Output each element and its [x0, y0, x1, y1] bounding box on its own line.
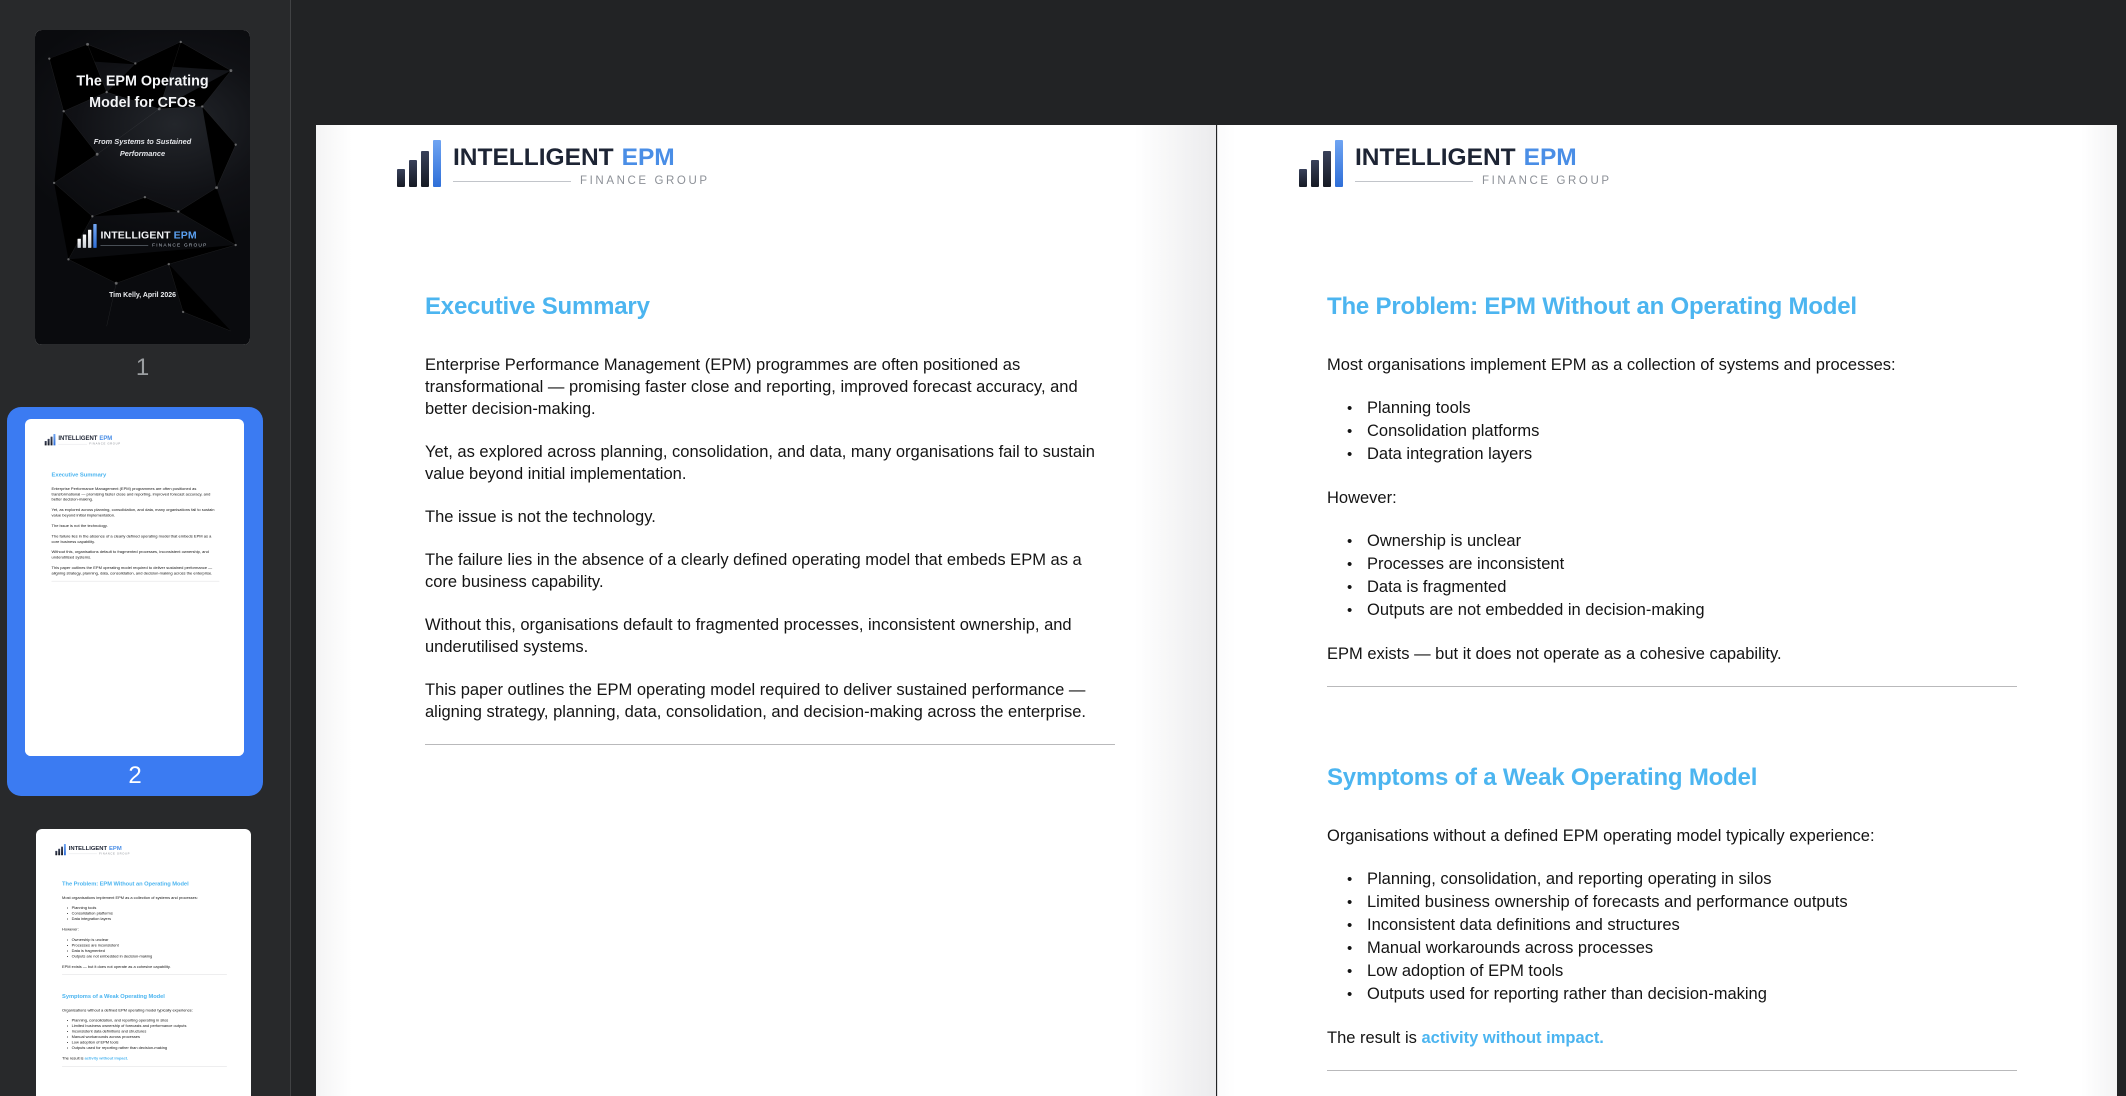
logo-tagline: FINANCE GROUP	[89, 442, 121, 446]
body-paragraph: Most organisations implement EPM as a collection of systems and processes:	[1327, 356, 1896, 374]
bullet-item: • Planning, consolidation, and reporting operating in silos	[1327, 868, 2017, 891]
cover-page	[35, 30, 250, 345]
intelligent-epm-logo	[1299, 140, 2118, 187]
logo-bar	[421, 151, 429, 187]
body-paragraph: However:	[62, 927, 79, 932]
intelligent-epm-logo	[397, 140, 1216, 187]
logo-bar	[64, 844, 66, 855]
bullet-item: • Processes are inconsistent	[1327, 553, 2017, 576]
bar-chart-icon	[397, 140, 441, 187]
logo-bar	[61, 847, 63, 856]
bullet-item: • Data is fragmented	[62, 948, 227, 953]
cover-page-thumbnail	[35, 30, 250, 345]
section-heading: The Problem: EPM Without an Operating Model	[62, 880, 189, 888]
section-heading: The Problem: EPM Without an Operating Model	[1327, 293, 1857, 320]
page-number-label-selected: 2	[128, 762, 142, 789]
bullet-list	[62, 1018, 227, 1051]
body-paragraph: Enterprise Performance Management (EPM) programmes are often positioned as transformational — promising faster close and reporting, improved forecast accuracy, and better decision-making.	[425, 356, 1078, 418]
section-heading: Symptoms of a Weak Operating Model	[1327, 764, 1758, 791]
logo-bar	[83, 234, 86, 247]
logo-product: EPM	[109, 844, 122, 852]
cover-byline: Tim Kelly, April 2026	[109, 290, 176, 299]
logo-bar	[397, 169, 405, 187]
bullet-item: • Manual workarounds across processes	[1327, 937, 2017, 960]
logo-bar	[1299, 169, 1307, 187]
logo-bar	[78, 239, 81, 248]
bar-chart-icon	[78, 224, 97, 248]
bar-chart-icon	[45, 434, 56, 445]
logo-bar	[1335, 140, 1343, 187]
section-heading: Executive Summary	[425, 293, 650, 320]
section-divider	[1327, 686, 2017, 687]
bullet-item: • Ownership is unclear	[62, 937, 227, 942]
body-paragraph: Yet, as explored across planning, consolidation, and data, many organisations fail to sustain value beyond initial implementation.	[425, 443, 1095, 483]
logo-tagline: FINANCE GROUP	[99, 852, 131, 856]
bullet-item: • Outputs used for reporting rather than decision-making	[62, 1045, 227, 1050]
logo-name: INTELLIGENT	[100, 229, 171, 241]
result-highlight: activity without impact.	[84, 1056, 129, 1061]
body-paragraph: EPM exists — but it does not operate as a cohesive capability.	[1327, 645, 1782, 663]
bullet-item: • Inconsistent data definitions and structures	[62, 1029, 227, 1034]
page-2-thumbnail	[25, 419, 244, 756]
intelligent-epm-logo	[55, 844, 251, 855]
cover-title	[35, 70, 250, 113]
thumbnail-page-1[interactable]	[35, 30, 250, 382]
bullet-list	[1327, 530, 2017, 622]
logo-bar	[88, 230, 91, 248]
logo-name: INTELLIGENT	[1355, 144, 1516, 171]
document-page-3	[1217, 125, 2117, 1096]
bullet-list	[62, 905, 227, 921]
body-paragraph	[1327, 1027, 2017, 1049]
cover-logo	[35, 224, 250, 248]
body-paragraph: Yet, as explored across planning, consolidation, and data, many organisations fail to sustain value beyond initial implementation.	[51, 507, 215, 518]
logo-product: EPM	[173, 229, 197, 241]
logo-divider-line	[453, 181, 571, 182]
section-divider	[425, 744, 1115, 745]
logo-tagline: FINANCE GROUP	[580, 175, 710, 187]
cover-subtitle-line1: From Systems to Sustained	[93, 137, 192, 146]
logo-product: EPM	[99, 434, 113, 442]
body-paragraph: Without this, organisations default to fragmented processes, inconsistent ownership, and underutilised systems.	[51, 549, 209, 560]
logo-bar	[1311, 160, 1319, 187]
logo-bar	[409, 160, 417, 187]
bullet-item: • Low adoption of EPM tools	[62, 1040, 227, 1045]
body-paragraph: Organisations without a defined EPM operating model typically experience:	[1327, 827, 1875, 845]
logo-bar	[1323, 151, 1331, 187]
bullet-item: • Manual workarounds across processes	[62, 1034, 227, 1039]
thumbnail-sidebar	[0, 0, 291, 1096]
bullet-item: • Low adoption of EPM tools	[1327, 960, 2017, 983]
logo-product: EPM	[621, 144, 675, 171]
bullet-item: • Limited business ownership of forecasts and performance outputs	[62, 1023, 227, 1028]
logo-bar	[433, 140, 441, 187]
body-paragraph: The issue is not the technology.	[425, 508, 656, 526]
body-paragraph: Organisations without a defined EPM operating model typically experience:	[62, 1008, 193, 1013]
page-number-label: 1	[135, 354, 150, 381]
body-paragraph: The issue is not the technology.	[51, 523, 108, 528]
logo-bar	[53, 434, 55, 445]
body-paragraph: Most organisations implement EPM as a collection of systems and processes:	[62, 895, 198, 900]
bullet-item: • Processes are inconsistent	[62, 943, 227, 948]
body-paragraph: EPM exists — but it does not operate as a cohesive capability.	[62, 964, 171, 969]
logo-name: INTELLIGENT	[68, 844, 108, 852]
bullet-item: • Data is fragmented	[1327, 576, 2017, 599]
bullet-item: • Data integration layers	[62, 916, 227, 921]
logo-bar	[48, 439, 50, 446]
bullet-item: • Outputs used for reporting rather than decision-making	[1327, 983, 2017, 1006]
logo-name: INTELLIGENT	[58, 434, 98, 442]
body-paragraph: However:	[1327, 489, 1397, 507]
bullet-list	[1327, 868, 2017, 1006]
bullet-item: • Planning tools	[1327, 397, 2017, 420]
body-paragraph: The failure lies in the absence of a clearly defined operating model that embeds EPM as a core business capability.	[51, 533, 212, 544]
intelligent-epm-logo	[45, 434, 244, 445]
body-paragraph: This paper outlines the EPM operating model required to deliver sustained performance — aligning strategy, planning, data, consolidation, and decision-making across the enterprise.	[425, 681, 1087, 721]
section-divider	[1327, 1070, 2017, 1071]
body-paragraph: The failure lies in the absence of a clearly defined operating model that embeds EPM as a core business capability.	[425, 551, 1082, 591]
result-highlight: activity without impact.	[1421, 1029, 1604, 1047]
logo-tagline: FINANCE GROUP	[152, 242, 208, 248]
section-heading: Symptoms of a Weak Operating Model	[62, 993, 165, 1000]
cover-title-line2: Model for CFOs	[89, 94, 196, 111]
logo-bar	[93, 224, 96, 248]
bar-chart-icon	[1299, 140, 1343, 187]
logo-bar	[51, 437, 53, 446]
page-3-thumbnail	[36, 829, 251, 1096]
section-heading: Executive Summary	[51, 471, 107, 478]
bullet-item: • Outputs are not embedded in decision-making	[62, 954, 227, 959]
bullet-list	[1327, 397, 2017, 466]
bullet-item: • Planning, consolidation, and reporting operating in silos	[62, 1018, 227, 1023]
bullet-item: • Planning tools	[62, 905, 227, 910]
logo-divider-line	[1355, 181, 1473, 182]
bullet-item: • Limited business ownership of forecasts and performance outputs	[1327, 891, 2017, 914]
bar-chart-icon	[55, 844, 66, 855]
logo-product: EPM	[1523, 144, 1577, 171]
body-paragraph: Enterprise Performance Management (EPM) programmes are often positioned as transformational — promising faster close and reporting, improved forecast accuracy, and better decision-making.	[51, 486, 211, 502]
bullet-item: • Consolidation platforms	[1327, 420, 2017, 443]
bullet-item: • Outputs are not embedded in decision-making	[1327, 599, 2017, 622]
document-viewer	[292, 0, 2126, 1096]
bullet-item: • Data integration layers	[1327, 443, 2017, 466]
body-paragraph: This paper outlines the EPM operating model required to deliver sustained performance — aligning strategy, planning, data, consolidation, and decision-making across the enterprise.	[51, 565, 213, 576]
cover-subtitle	[35, 136, 250, 160]
logo-bar	[55, 851, 57, 855]
logo-bar	[45, 441, 47, 445]
bullet-item: • Ownership is unclear	[1327, 530, 2017, 553]
bullet-item: • Consolidation platforms	[62, 911, 227, 916]
body-paragraph: Without this, organisations default to fragmented processes, inconsistent ownership, and underutilised systems.	[425, 616, 1072, 656]
logo-tagline: FINANCE GROUP	[1482, 175, 1612, 187]
bullet-list	[62, 937, 227, 959]
result-text: The result is	[62, 1056, 85, 1061]
cover-title-line1: The EPM Operating	[76, 72, 209, 89]
logo-bar	[58, 849, 60, 855]
bullet-item: • Inconsistent data definitions and structures	[1327, 914, 2017, 937]
result-text: The result is	[1327, 1029, 1422, 1047]
body-paragraph	[62, 1056, 227, 1061]
logo-name: INTELLIGENT	[453, 144, 614, 171]
document-page-2	[316, 125, 1216, 1096]
cover-subtitle-line2: Performance	[119, 149, 166, 158]
thumbnail-page-2-selected[interactable]	[7, 407, 263, 796]
thumbnail-page-3[interactable]	[36, 829, 251, 1096]
